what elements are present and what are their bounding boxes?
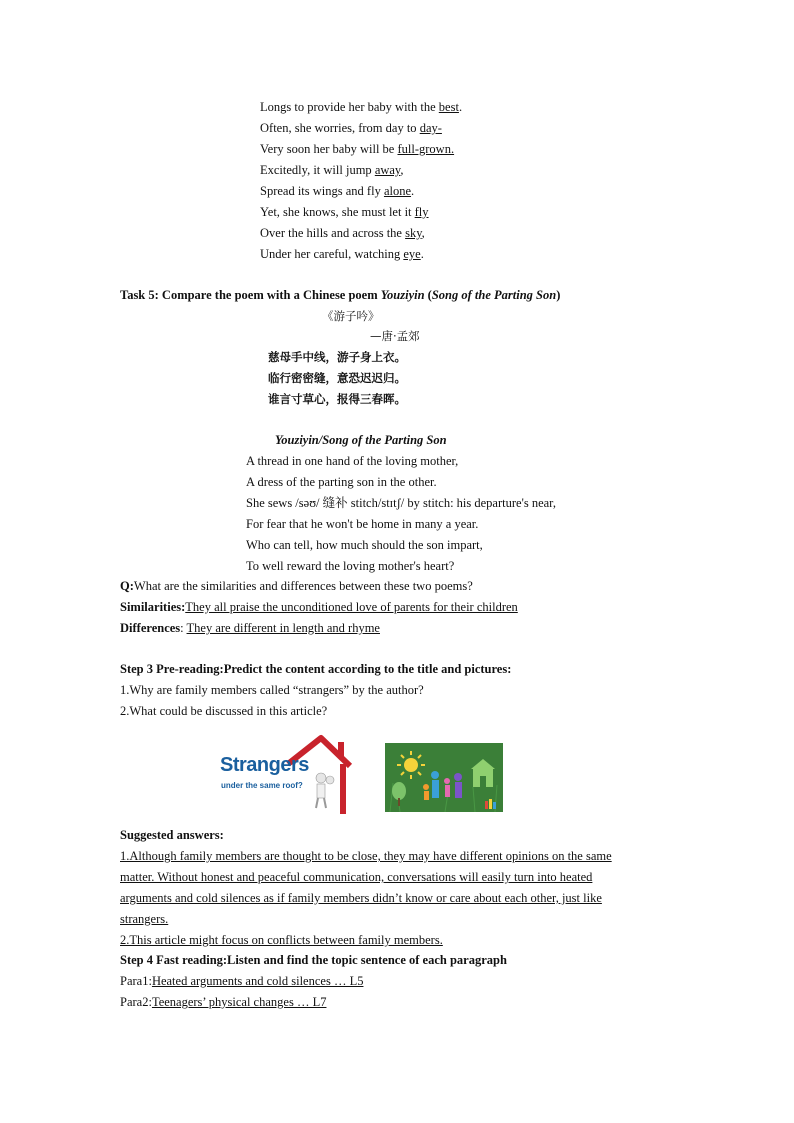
translation-line: For fear that he won't be home in many a year. [246,517,479,531]
poem-line: Often, she worries, from day to day- [260,121,442,135]
answer-1-line: matter. Without honest and peaceful communication, conversations will easily turn into heated [120,870,593,884]
translation-line: She sews /səʊ/ 缝补 stitch/stɪtʃ/ by stitch: his departure's near, [246,496,556,510]
poem-line: Excitedly, it will jump away, [260,163,404,177]
step3-heading: Step 3 Pre-reading:Predict the content according to the title and pictures: [120,662,512,676]
para1-topic: Para1:Heated arguments and cold silences … L5 [120,974,364,988]
chinese-poem-line: 慈母手中线，游子身上衣。 [268,350,406,364]
step3-question-2: 2.What could be discussed in this article? [120,704,328,718]
translation-line: Who can tell, how much should the son impart, [246,538,483,552]
strangers-tagline: under the same roof? [221,781,303,790]
translation-line: A thread in one hand of the loving mother, [246,454,459,468]
poem-line: Yet, she knows, she must let it fly [260,205,429,219]
suggested-heading: Suggested answers: [120,828,224,842]
answer-1-line: arguments and cold silences as if family members didn’t know or care about each other, just like [120,891,602,905]
step4-heading: Step 4 Fast reading:Listen and find the topic sentence of each paragraph [120,953,507,967]
strangers-word: Strangers [220,754,309,776]
chinese-poem-title: 《游子吟》 [322,309,380,323]
para2-topic: Para2:Teenagers’ physical changes … L7 [120,995,327,1009]
poem-line: Spread its wings and fly alone. [260,184,415,198]
step3-question-1: 1.Why are family members called “strangers” by the author? [120,683,424,697]
answer-1-line: 1.Although family members are thought to be close, they may have different opinions on the same [120,849,612,863]
strangers-image [218,734,352,814]
answer-2: 2.This article might focus on conflicts between family members. [120,933,443,947]
question: Q:What are the similarities and differences between these two poems? [120,579,473,593]
poem-line: Very soon her baby will be full-grown. [260,142,455,156]
similarities: Similarities:They all praise the unconditioned love of parents for their children [120,600,518,614]
family-grass-image [385,743,503,812]
task5-heading: Task 5: Compare the poem with a Chinese poem Youziyin (Song of the Parting Son) [120,288,561,302]
poem-line: Longs to provide her baby with the best. [260,100,463,114]
poem-line: Over the hills and across the sky, [260,226,425,240]
family-illustration [385,743,503,812]
chinese-poem-author: —唐·孟郊 [370,329,420,343]
answer-1-line: strangers. [120,912,169,926]
poem-line: Under her careful, watching eye. [260,247,424,261]
translation-line: To well reward the loving mother's heart? [246,559,455,573]
translation-line: A dress of the parting son in the other. [246,475,437,489]
english-poem-title: Youziyin/Song of the Parting Son [275,433,447,447]
differences: Differences: They are different in length and rhyme [120,621,380,635]
chinese-poem-line: 谁言寸草心，报得三春晖。 [268,392,406,406]
chinese-poem-line: 临行密密缝，意恐迟迟归。 [268,371,406,385]
